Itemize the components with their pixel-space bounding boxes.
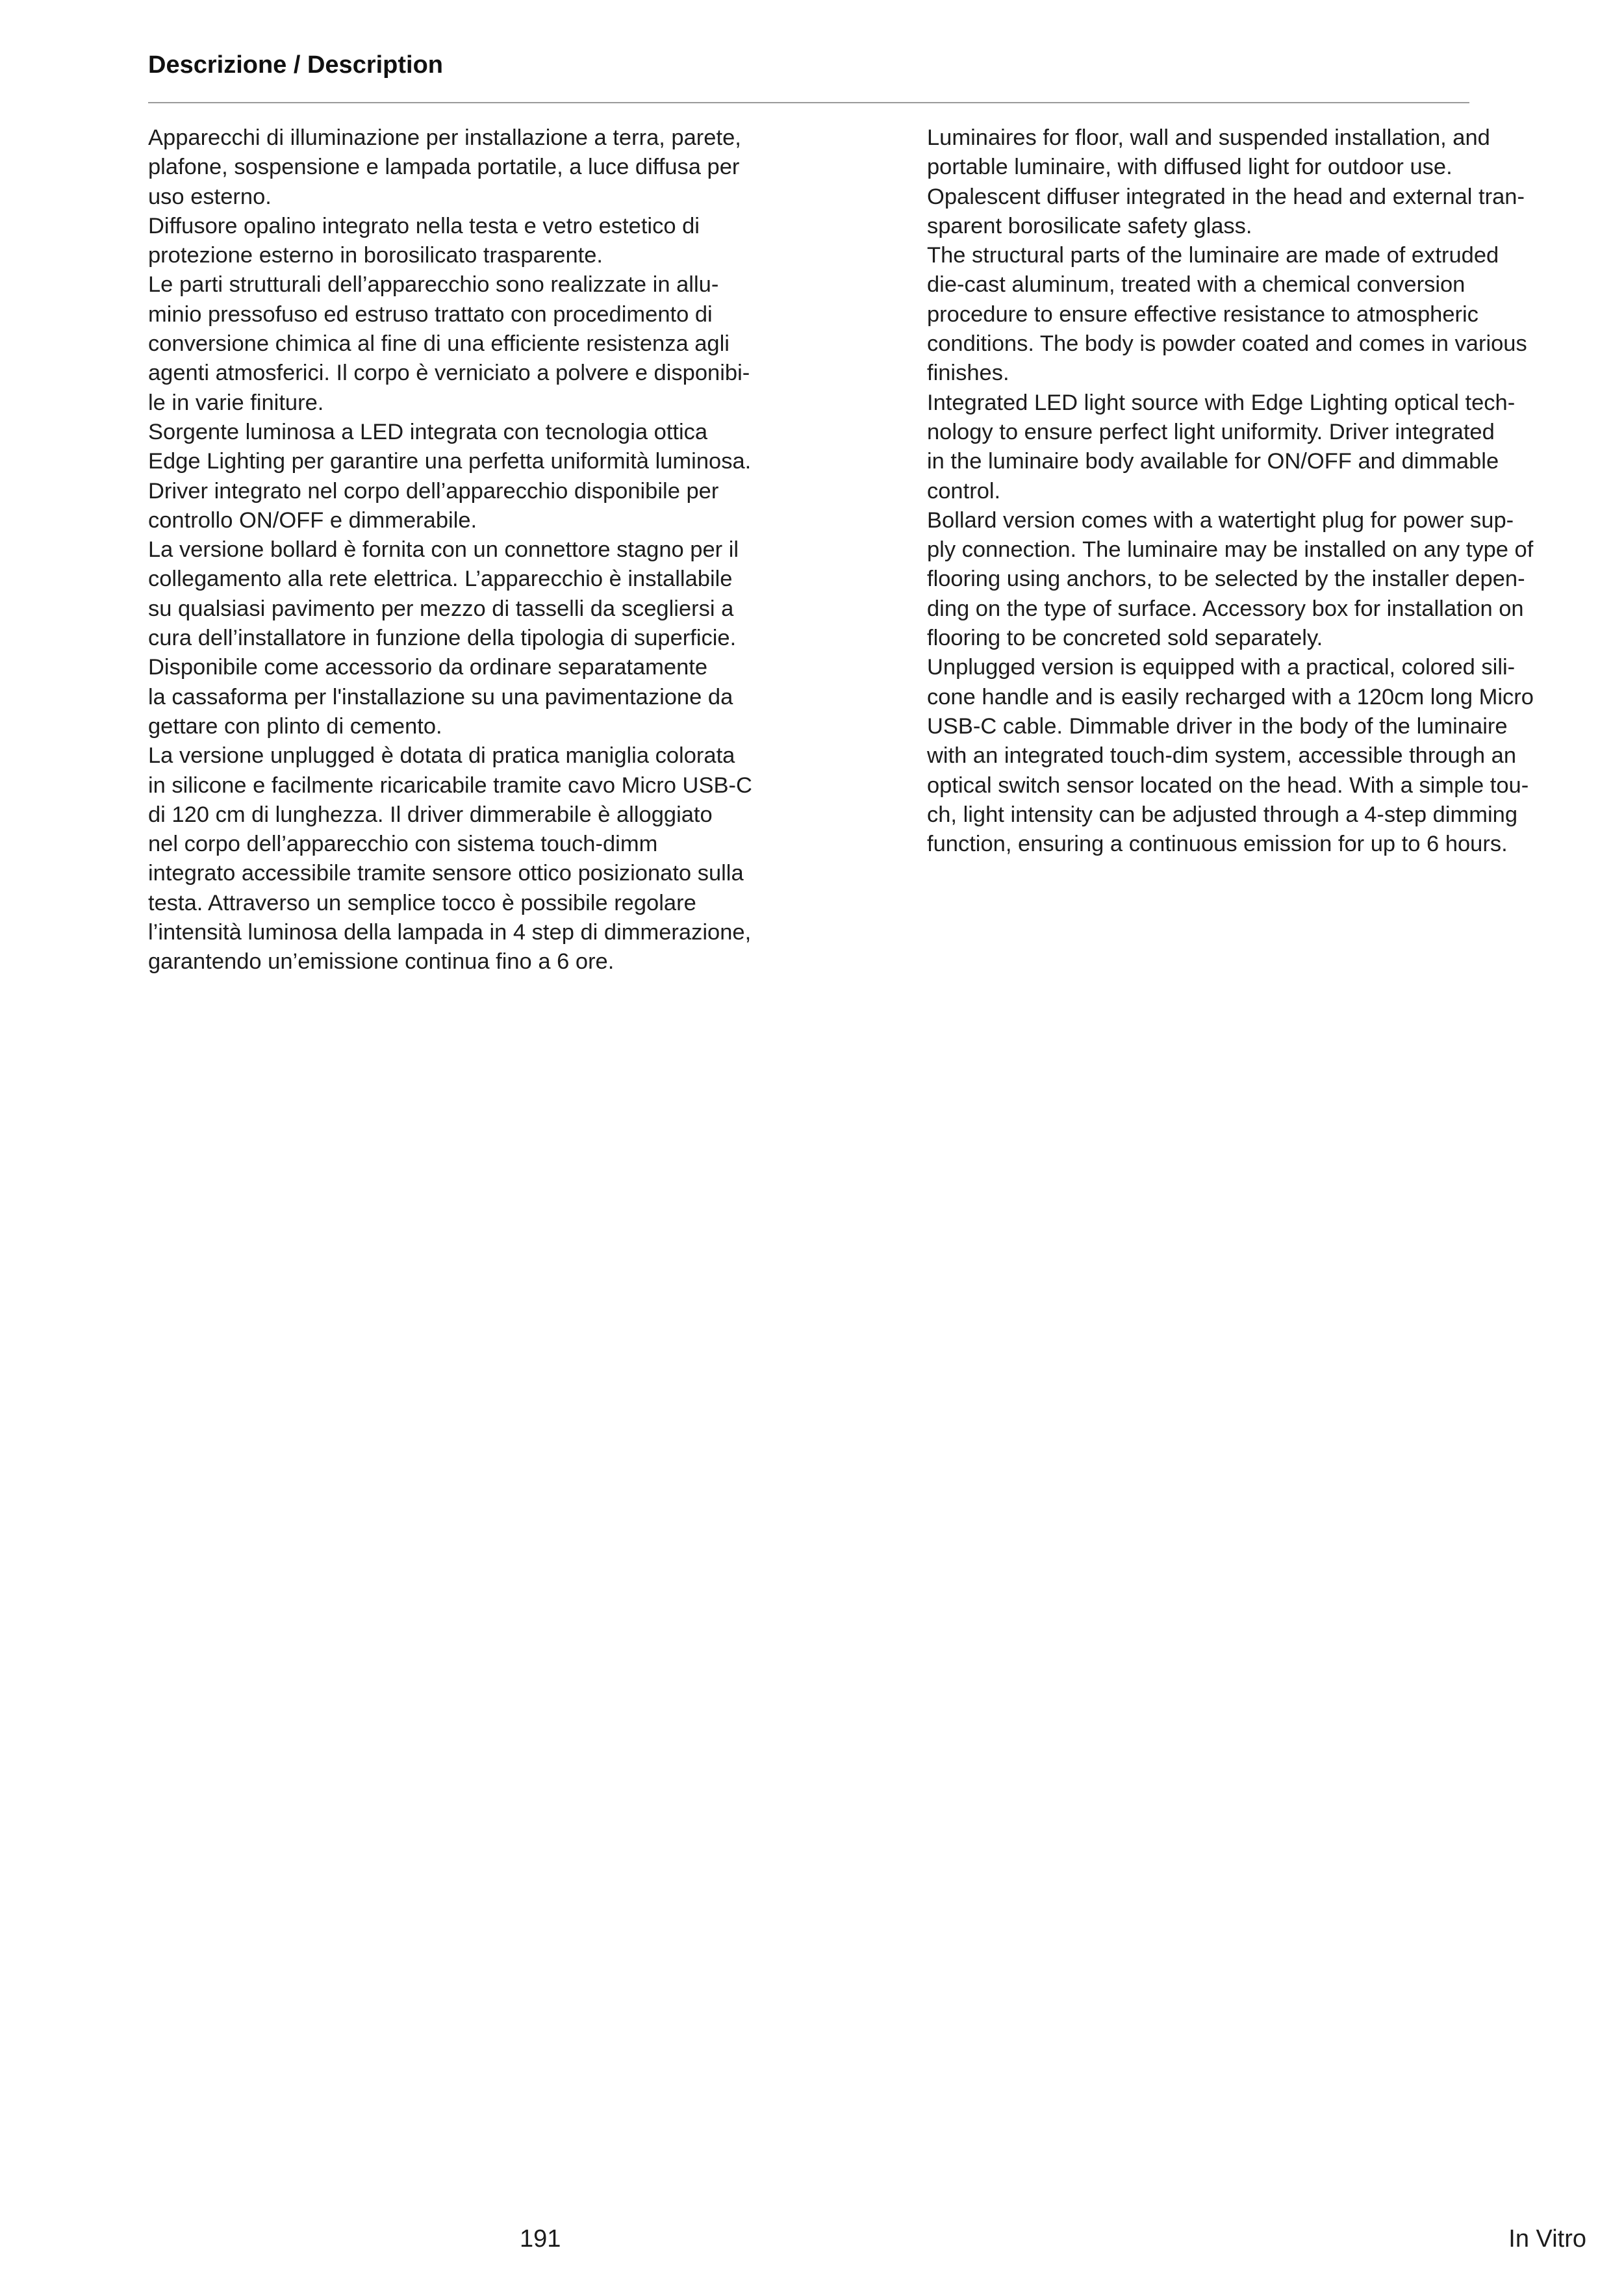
english-text-line: The structural parts of the luminaire are made of extruded: [927, 243, 1499, 268]
italian-text-line: plafone, sospensione e lampada portatile, a luce diffusa per: [148, 155, 740, 180]
english-text-line: Bollard version comes with a watertight plug for power sup-: [927, 507, 1514, 533]
italian-text-line: cura dell’installatore in funzione della tipologia di superficie.: [148, 626, 737, 651]
italian-text-line: in silicone e facilmente ricaricabile tramite cavo Micro USB-C: [148, 773, 752, 798]
english-text-line: finishes.: [927, 361, 1009, 386]
english-text-line: flooring using anchors, to be selected by the installer depen-: [927, 567, 1525, 592]
italian-text-line: Driver integrato nel corpo dell’apparecchio disponibile per: [148, 478, 719, 504]
english-text-line: die-cast aluminum, treated with a chemical conversion: [927, 272, 1465, 298]
english-text-line: ding on the type of surface. Accessory box for installation on: [927, 596, 1524, 621]
italian-text-line: la cassaforma per l'installazione su una pavimentazione da: [148, 684, 733, 709]
english-text-line: control.: [927, 478, 1001, 504]
italian-text-line: La versione unplugged è dotata di pratica maniglia colorata: [148, 743, 735, 769]
english-text-line: flooring to be concreted sold separately.: [927, 626, 1323, 651]
italian-text-line: di 120 cm di lunghezza. Il driver dimmerabile è alloggiato: [148, 802, 713, 827]
italian-text-line: garantendo un’emissione continua fino a 6 ore.: [148, 949, 615, 975]
english-text-line: Integrated LED light source with Edge Lighting optical tech-: [927, 390, 1516, 415]
english-text-line: in the luminaire body available for ON/OFF and dimmable: [927, 449, 1499, 474]
italian-text-line: protezione esterno in borosilicato trasparente.: [148, 243, 603, 268]
italian-text-line: nel corpo dell’apparecchio con sistema touch-dimm: [148, 832, 658, 857]
italian-text-line: collegamento alla rete elettrica. L’apparecchio è installabile: [148, 567, 733, 592]
italian-text-line: uso esterno.: [148, 184, 272, 209]
english-text-line: optical switch sensor located on the head. With a simple tou-: [927, 773, 1529, 798]
italian-text-line: conversione chimica al fine di una efficiente resistenza agli: [148, 331, 730, 357]
english-text-line: Opalescent diffuser integrated in the head and external tran-: [927, 184, 1525, 209]
product-name-footer: In Vitro: [1508, 2225, 1586, 2253]
italian-text-line: Disponibile come accessorio da ordinare separatamente: [148, 655, 708, 680]
italian-text-line: integrato accessibile tramite sensore ottico posizionato sulla: [148, 861, 744, 886]
page-number: 191: [520, 2225, 561, 2253]
italian-text-line: minio pressofuso ed estruso trattato con procedimento di: [148, 301, 713, 327]
italian-text-line: Edge Lighting per garantire una perfetta uniformità luminosa.: [148, 449, 752, 474]
italian-text-line: Sorgente luminosa a LED integrata con tecnologia ottica: [148, 419, 708, 444]
english-text-line: conditions. The body is powder coated and comes in various: [927, 331, 1527, 357]
italian-text-line: su qualsiasi pavimento per mezzo di tasselli da scegliersi a: [148, 596, 734, 621]
italian-text-line: Apparecchi di illuminazione per installazione a terra, parete,: [148, 125, 741, 150]
italian-text-line: Diffusore opalino integrato nella testa e vetro estetico di: [148, 213, 700, 238]
english-text-line: portable luminaire, with diffused light for outdoor use.: [927, 155, 1453, 180]
english-text-line: nology to ensure perfect light uniformity. Driver integrated: [927, 419, 1495, 444]
english-text-line: with an integrated touch-dim system, accessible through an: [927, 743, 1517, 769]
english-text-line: USB-C cable. Dimmable driver in the body of the luminaire: [927, 713, 1508, 739]
italian-description-column: [148, 123, 811, 977]
english-text-line: Luminaires for floor, wall and suspended installation, and: [927, 125, 1490, 150]
english-text-line: cone handle and is easily recharged with a 120cm long Micro: [927, 684, 1534, 709]
italian-text-line: agenti atmosferici. Il corpo è verniciato a polvere e disponibi-: [148, 361, 750, 386]
title-divider: [148, 102, 1469, 103]
italian-text-line: gettare con plinto di cemento.: [148, 713, 442, 739]
english-description-column: [927, 123, 1603, 859]
page-title: Descrizione / Description: [148, 51, 444, 79]
italian-text-line: testa. Attraverso un semplice tocco è possibile regolare: [148, 890, 696, 915]
english-text-line: function, ensuring a continuous emission for up to 6 hours.: [927, 832, 1508, 857]
english-text-line: ply connection. The luminaire may be installed on any type of: [927, 537, 1534, 563]
italian-text-line: La versione bollard è fornita con un connettore stagno per il: [148, 537, 739, 563]
english-text-line: ch, light intensity can be adjusted through a 4-step dimming: [927, 802, 1518, 827]
italian-text-line: le in varie finiture.: [148, 390, 324, 415]
italian-text-line: l’intensità luminosa della lampada in 4 step di dimmerazione,: [148, 920, 752, 945]
english-text-line: Unplugged version is equipped with a practical, colored sili-: [927, 655, 1516, 680]
italian-text-line: Le parti strutturali dell’apparecchio sono realizzate in allu-: [148, 272, 719, 298]
english-text-line: sparent borosilicate safety glass.: [927, 213, 1252, 238]
english-text-line: procedure to ensure effective resistance to atmospheric: [927, 301, 1478, 327]
italian-text-line: controllo ON/OFF e dimmerabile.: [148, 507, 477, 533]
